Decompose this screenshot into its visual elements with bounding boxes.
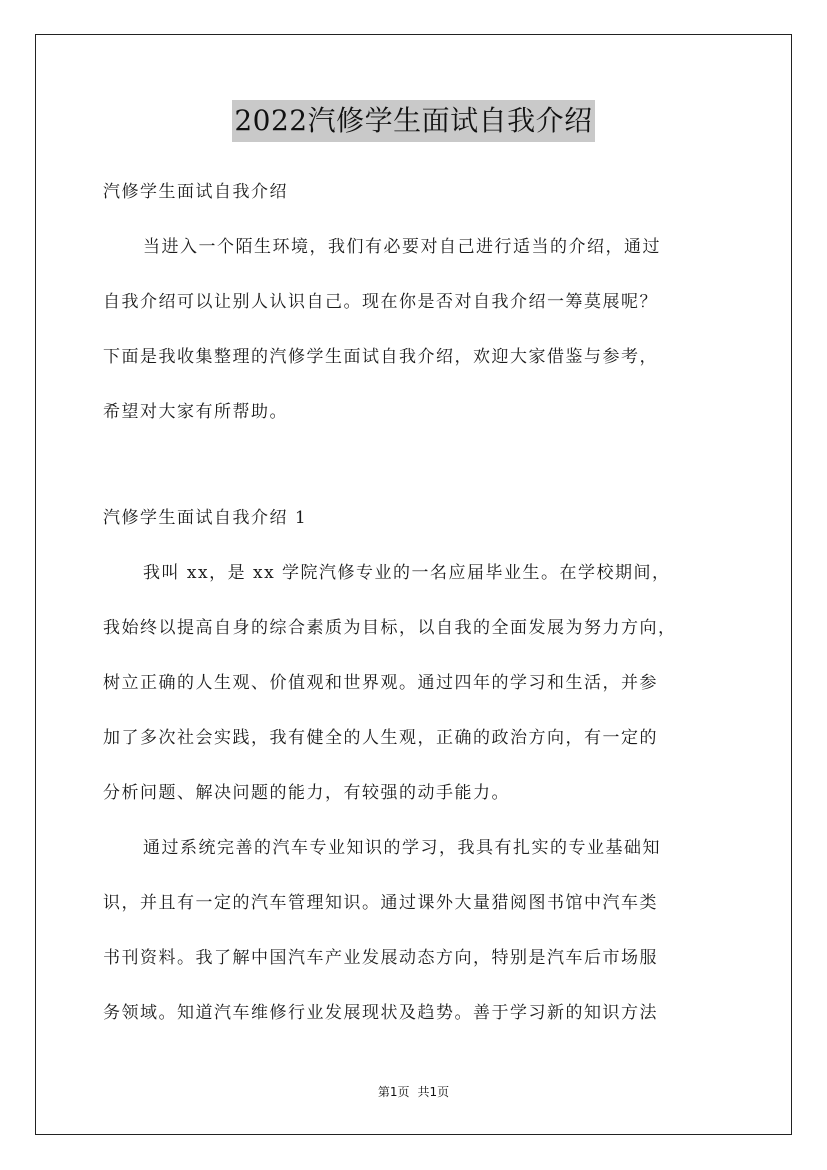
section-heading: 汽修学生面试自我介绍 1 (103, 508, 308, 528)
section-1 (103, 491, 743, 1041)
intro-line: 希望对大家有所帮助。 (103, 402, 288, 422)
paragraph-line: 分析问题、解决问题的能力，有较强的动手能力。 (103, 783, 510, 803)
intro-section (103, 165, 743, 440)
page-number: 第1页 (377, 1085, 410, 1099)
subtitle: 汽修学生面试自我介绍 (103, 182, 288, 202)
intro-line: 自我介绍可以让别人认识自己。现在你是否对自我介绍一筹莫展呢？ (103, 292, 658, 312)
paragraph-line: 加了多次社会实践，我有健全的人生观，正确的政治方向，有一定的 (103, 728, 658, 748)
intro-line: 下面是我收集整理的汽修学生面试自我介绍，欢迎大家借鉴与参考， (103, 347, 658, 367)
paragraph-line: 识，并且有一定的汽车管理知识。通过课外大量猎阅图书馆中汽车类 (103, 893, 658, 913)
document-title: 2022汽修学生面试自我介绍 (232, 100, 594, 142)
paragraph-line: 通过系统完善的汽车专业知识的学习，我具有扎实的专业基础知 (143, 838, 661, 858)
paragraph-line: 务领域。知道汽车维修行业发展现状及趋势。善于学习新的知识方法 (103, 1003, 658, 1023)
intro-line: 当进入一个陌生环境，我们有必要对自己进行适当的介绍，通过 (143, 237, 661, 257)
paragraph-line: 树立正确的人生观、价值观和世界观。通过四年的学习和生活，并参 (103, 673, 658, 693)
paragraph-line: 我叫 xx，是 xx 学院汽修专业的一名应届毕业生。在学校期间， (143, 563, 671, 583)
paragraph-line: 书刊资料。我了解中国汽车产业发展动态方向，特别是汽车后市场服 (103, 948, 658, 968)
title-container (0, 100, 827, 142)
paragraph-line: 我始终以提高自身的综合素质为目标，以自我的全面发展为努力方向， (103, 618, 677, 638)
page-total: 共1页 (417, 1085, 450, 1099)
page-footer (0, 1083, 827, 1100)
